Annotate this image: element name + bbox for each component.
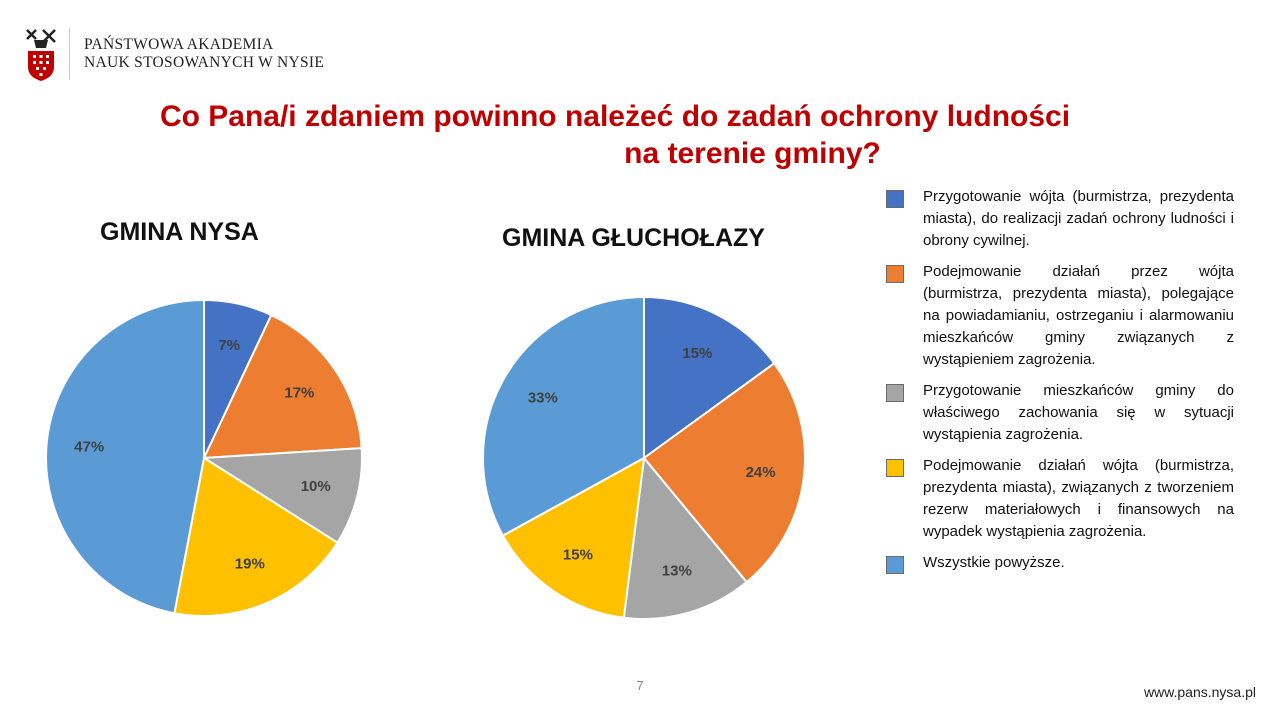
legend-swatch <box>886 384 904 402</box>
pie-data-label: 19% <box>234 555 265 573</box>
pie-data-label: 7% <box>218 336 241 354</box>
pie-data-label: 10% <box>300 478 331 496</box>
chart-title-glucholazy: GMINA GŁUCHOŁAZY <box>502 224 765 252</box>
legend-item <box>886 552 1234 574</box>
pie-data-label: 15% <box>682 344 713 362</box>
legend-label: Podejmowanie działań przez wójta (burmistrza, prezydenta miasta), polegające na powiadamianiu, ostrzeganiu i alarmowaniu mieszkańców gminy związanych z wystąpieniem zagrożenia. <box>923 263 1234 368</box>
header-divider <box>69 28 70 80</box>
legend-item <box>886 186 1234 252</box>
pie-chart-glucholazy <box>481 295 807 621</box>
slide-title <box>0 98 1280 172</box>
pie-data-label: 33% <box>527 389 558 407</box>
legend-swatch <box>886 459 904 477</box>
legend-item <box>886 455 1234 543</box>
legend-swatch <box>886 556 904 574</box>
institution-name-line1: PAŃSTWOWA AKADEMIA <box>84 36 274 53</box>
pie-data-label: 24% <box>745 464 776 482</box>
page-number: 7 <box>636 678 644 693</box>
legend-label: Przygotowanie mieszkańców gminy do właściwego zachowania się w sytuacji wystąpienia zagrożenia. <box>923 382 1234 443</box>
chart-legend <box>886 186 1234 583</box>
slide-title-line2: na terenie gminy? <box>624 137 881 170</box>
institution-logo <box>24 27 58 81</box>
legend-label: Podejmowanie działań wójta (burmistrza, prezydenta miasta), związanych z tworzeniem rezerw materiałowych i finansowych na wypadek wystąpienia zagrożenia. <box>923 457 1234 540</box>
pie-data-label: 13% <box>661 562 692 580</box>
pie-data-label: 17% <box>284 384 315 402</box>
legend-item <box>886 380 1234 446</box>
legend-swatch <box>886 265 904 283</box>
legend-label: Wszystkie powyższe. <box>923 554 1065 571</box>
legend-label: Przygotowanie wójta (burmistrza, prezydenta miasta), do realizacji zadań ochrony ludności i obrony cywilnej. <box>923 188 1234 249</box>
slide-title-line1: Co Pana/i zdaniem powinno należeć do zadań ochrony ludności <box>159 100 1071 133</box>
legend-swatch <box>886 190 904 208</box>
pie-data-label: 47% <box>74 438 105 456</box>
website-url: www.pans.nysa.pl <box>1143 684 1256 700</box>
legend-item <box>886 261 1234 371</box>
institution-name-line2: NAUK STOSOWANYCH W NYSIE <box>84 54 325 71</box>
chart-title-nysa: GMINA NYSA <box>100 218 259 246</box>
pie-slice <box>46 300 204 613</box>
pie-data-label: 15% <box>562 546 593 564</box>
institution-name <box>84 36 324 72</box>
pie-chart-nysa <box>44 298 364 618</box>
